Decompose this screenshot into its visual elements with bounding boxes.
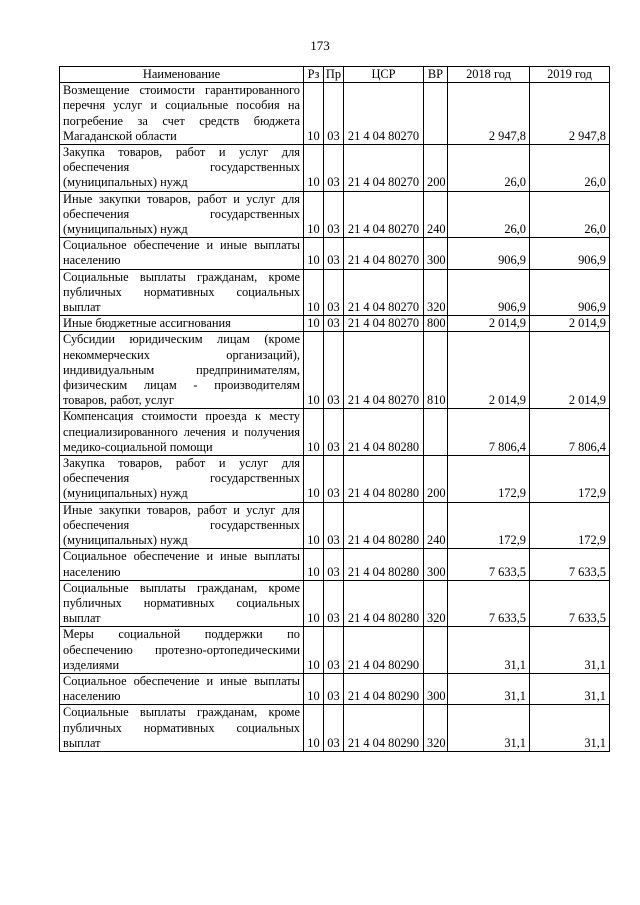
row-rz-cell: 10 — [304, 580, 324, 627]
row-2018-cell: 7 633,5 — [448, 580, 530, 627]
budget-table — [59, 66, 610, 752]
row-rz-cell: 10 — [304, 332, 324, 409]
row-vr-cell: 300 — [424, 549, 448, 580]
row-rz-cell: 10 — [304, 409, 324, 456]
row-2019-cell: 26,0 — [530, 145, 610, 192]
table-row — [60, 238, 610, 269]
row-csr-cell: 21 4 04 80290 — [344, 705, 424, 752]
row-csr-cell: 21 4 04 80270 — [344, 269, 424, 316]
row-csr-cell: 21 4 04 80270 — [344, 191, 424, 238]
table-row — [60, 549, 610, 580]
row-name-cell: Меры социальной поддержки по обеспечению протезно-ортопедическими изделиями — [60, 627, 304, 674]
row-2018-cell: 2 014,9 — [448, 332, 530, 409]
row-vr-cell: 810 — [424, 332, 448, 409]
table-row — [60, 705, 610, 752]
row-2018-cell: 31,1 — [448, 673, 530, 704]
column-header-vr: ВР — [424, 67, 448, 83]
row-2018-cell: 2 014,9 — [448, 316, 530, 332]
row-name-cell: Закупка товаров, работ и услуг для обеспечения государственных (муниципальных) нужд — [60, 145, 304, 192]
row-vr-cell: 240 — [424, 502, 448, 549]
row-rz-cell: 10 — [304, 238, 324, 269]
table-row — [60, 673, 610, 704]
row-name-cell: Субсидии юридическим лицам (кроме некоммерческих организаций), индивидуальным предпринимателям, физическим лицам - производителям товаров, работ, услуг — [60, 332, 304, 409]
row-name-cell: Социальное обеспечение и иные выплаты населению — [60, 549, 304, 580]
row-2019-cell: 2 014,9 — [530, 332, 610, 409]
row-rz-cell: 10 — [304, 316, 324, 332]
table-row — [60, 316, 610, 332]
row-vr-cell: 300 — [424, 673, 448, 704]
row-name-cell: Компенсация стоимости проезда к месту специализированного лечения и получения медико-социальной помощи — [60, 409, 304, 456]
column-header-pr: Пр — [324, 67, 344, 83]
row-csr-cell: 21 4 04 80270 — [344, 145, 424, 192]
row-vr-cell: 300 — [424, 238, 448, 269]
row-csr-cell: 21 4 04 80290 — [344, 627, 424, 674]
row-rz-cell: 10 — [304, 673, 324, 704]
row-pr-cell: 03 — [324, 316, 344, 332]
row-pr-cell: 03 — [324, 673, 344, 704]
row-csr-cell: 21 4 04 80280 — [344, 580, 424, 627]
row-2019-cell: 26,0 — [530, 191, 610, 238]
row-name-cell: Иные закупки товаров, работ и услуг для обеспечения государственных (муниципальных) нужд — [60, 502, 304, 549]
row-2019-cell: 31,1 — [530, 627, 610, 674]
table-row — [60, 145, 610, 192]
row-2019-cell: 172,9 — [530, 456, 610, 503]
row-2018-cell: 7 806,4 — [448, 409, 530, 456]
row-csr-cell: 21 4 04 80290 — [344, 673, 424, 704]
row-2019-cell: 906,9 — [530, 269, 610, 316]
row-rz-cell: 10 — [304, 549, 324, 580]
table-row — [60, 191, 610, 238]
row-2019-cell: 31,1 — [530, 705, 610, 752]
table-row — [60, 332, 610, 409]
column-header-rz: Рз — [304, 67, 324, 83]
row-2019-cell: 7 633,5 — [530, 580, 610, 627]
row-pr-cell: 03 — [324, 502, 344, 549]
row-rz-cell: 10 — [304, 705, 324, 752]
row-pr-cell: 03 — [324, 456, 344, 503]
row-csr-cell: 21 4 04 80280 — [344, 456, 424, 503]
row-name-cell: Социальное обеспечение и иные выплаты населению — [60, 238, 304, 269]
table-row — [60, 580, 610, 627]
row-name-cell: Иные бюджетные ассигнования — [60, 316, 304, 332]
row-vr-cell: 800 — [424, 316, 448, 332]
row-name-cell: Закупка товаров, работ и услуг для обеспечения государственных (муниципальных) нужд — [60, 456, 304, 503]
column-header-2018: 2018 год — [448, 67, 530, 83]
row-csr-cell: 21 4 04 80280 — [344, 549, 424, 580]
row-vr-cell — [424, 409, 448, 456]
row-pr-cell: 03 — [324, 238, 344, 269]
row-vr-cell — [424, 83, 448, 145]
row-2018-cell: 7 633,5 — [448, 549, 530, 580]
page-number: 173 — [310, 38, 330, 53]
table-header-row — [60, 67, 610, 83]
row-name-cell: Социальное обеспечение и иные выплаты населению — [60, 673, 304, 704]
table-row — [60, 456, 610, 503]
row-vr-cell: 200 — [424, 456, 448, 503]
row-pr-cell: 03 — [324, 580, 344, 627]
column-header-csr: ЦСР — [344, 67, 424, 83]
row-name-cell: Возмещение стоимости гарантированного перечня услуг и социальные пособия на погребение за счет средств бюджета Магаданской области — [60, 83, 304, 145]
row-vr-cell: 320 — [424, 580, 448, 627]
row-vr-cell — [424, 627, 448, 674]
row-2018-cell: 906,9 — [448, 269, 530, 316]
row-name-cell: Социальные выплаты гражданам, кроме публичных нормативных социальных выплат — [60, 580, 304, 627]
table-row — [60, 502, 610, 549]
row-rz-cell: 10 — [304, 627, 324, 674]
row-2019-cell: 7 806,4 — [530, 409, 610, 456]
row-name-cell: Иные закупки товаров, работ и услуг для обеспечения государственных (муниципальных) нужд — [60, 191, 304, 238]
row-vr-cell: 240 — [424, 191, 448, 238]
table-row — [60, 409, 610, 456]
row-2018-cell: 26,0 — [448, 145, 530, 192]
row-2019-cell: 7 633,5 — [530, 549, 610, 580]
row-2018-cell: 26,0 — [448, 191, 530, 238]
row-2019-cell: 2 014,9 — [530, 316, 610, 332]
row-rz-cell: 10 — [304, 502, 324, 549]
row-csr-cell: 21 4 04 80270 — [344, 332, 424, 409]
row-pr-cell: 03 — [324, 705, 344, 752]
row-pr-cell: 03 — [324, 83, 344, 145]
row-rz-cell: 10 — [304, 191, 324, 238]
table-row — [60, 269, 610, 316]
row-2019-cell: 31,1 — [530, 673, 610, 704]
row-rz-cell: 10 — [304, 145, 324, 192]
row-2018-cell: 31,1 — [448, 627, 530, 674]
row-2019-cell: 172,9 — [530, 502, 610, 549]
row-pr-cell: 03 — [324, 332, 344, 409]
row-pr-cell: 03 — [324, 409, 344, 456]
row-pr-cell: 03 — [324, 549, 344, 580]
row-csr-cell: 21 4 04 80270 — [344, 83, 424, 145]
row-vr-cell: 320 — [424, 705, 448, 752]
row-pr-cell: 03 — [324, 145, 344, 192]
row-csr-cell: 21 4 04 80280 — [344, 502, 424, 549]
column-header-2019: 2019 год — [530, 67, 610, 83]
row-name-cell: Социальные выплаты гражданам, кроме публичных нормативных социальных выплат — [60, 269, 304, 316]
row-vr-cell: 320 — [424, 269, 448, 316]
row-csr-cell: 21 4 04 80270 — [344, 316, 424, 332]
row-pr-cell: 03 — [324, 269, 344, 316]
row-name-cell: Социальные выплаты гражданам, кроме публичных нормативных социальных выплат — [60, 705, 304, 752]
row-pr-cell: 03 — [324, 627, 344, 674]
row-pr-cell: 03 — [324, 191, 344, 238]
row-2018-cell: 2 947,8 — [448, 83, 530, 145]
row-2018-cell: 31,1 — [448, 705, 530, 752]
row-2018-cell: 172,9 — [448, 502, 530, 549]
table-row — [60, 627, 610, 674]
row-2018-cell: 172,9 — [448, 456, 530, 503]
row-vr-cell: 200 — [424, 145, 448, 192]
row-rz-cell: 10 — [304, 83, 324, 145]
table-row — [60, 83, 610, 145]
column-header-name: Наименование — [60, 67, 304, 83]
row-2019-cell: 2 947,8 — [530, 83, 610, 145]
row-rz-cell: 10 — [304, 456, 324, 503]
row-rz-cell: 10 — [304, 269, 324, 316]
row-csr-cell: 21 4 04 80270 — [344, 238, 424, 269]
table-body — [60, 83, 610, 752]
row-2019-cell: 906,9 — [530, 238, 610, 269]
row-2018-cell: 906,9 — [448, 238, 530, 269]
row-csr-cell: 21 4 04 80280 — [344, 409, 424, 456]
